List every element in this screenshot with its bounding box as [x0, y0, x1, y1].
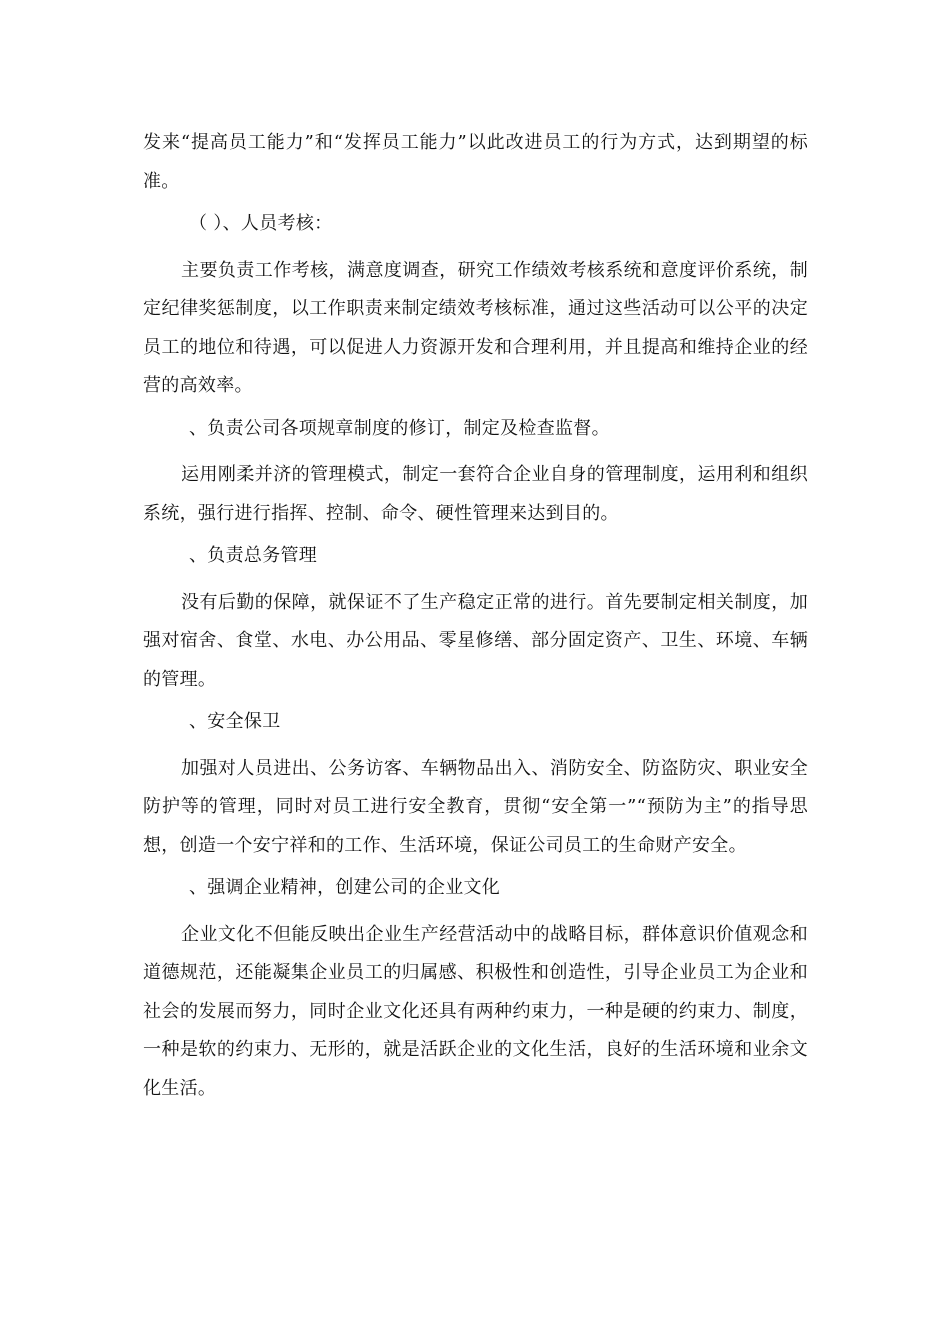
- heading-corporate-culture: 、强调企业精神，创建公司的企业文化: [189, 877, 501, 898]
- paragraph-security: 加强对人员进出、公务访客、车辆物品出入、消防安全、防盗防灾、职业安全防护等的管理，同时对员工进行安全教育，贯彻“安全第一”“预防为主”的指导思想，创造一个安宁祥和的工作、生活环境，保证公司员工的生命财产安全。: [143, 757, 808, 856]
- paragraph-corporate-culture: 企业文化不但能反映出企业生产经营活动中的战略目标，群体意识价值观念和道德规范，还能凝集企业员工的归属感、积极性和创造性，引导企业员工为企业和社会的发展而努力，同时企业文化还具有两种约束力，一种是硬的约束力、制度，一种是软的约束力、无形的，就是活跃企业的文化生活，良好的生活环境和业余文化生活。: [143, 923, 808, 1099]
- paragraph-continuation: 发来“提高员工能力”和“发挥员工能力”以此改进员工的行为方式，达到期望的标准。: [143, 132, 808, 192]
- document-body: [143, 124, 808, 1112]
- heading-security: 、安全保卫: [189, 711, 281, 732]
- paragraph-logistics: 没有后勤的保障，就保证不了生产稳定正常的进行。首先要制定相关制度，加强对宿舍、食堂、水电、办公用品、零星修缮、部分固定资产、卫生、环境、车辆的管理。: [143, 591, 808, 690]
- paragraph-management-mode: 运用刚柔并济的管理模式，制定一套符合企业自身的管理制度，运用利和组织系统，强行进行指挥、控制、命令、硬性管理来达到目的。: [143, 464, 808, 524]
- heading-regulations: 、负责公司各项规章制度的修订，制定及检查监督。: [189, 417, 610, 439]
- heading-general-affairs: 、负责总务管理: [189, 545, 318, 566]
- paragraph-assessment-duties: 主要负责工作考核，满意度调查，研究工作绩效考核系统和意度评价系统，制定纪律奖惩制度，以工作职责来制定绩效考核标准，通过这些活动可以公平的决定员工的地位和待遇，可以促进人力资源开发和合理利用，并且提高和维持企业的经营的高效率。: [143, 259, 808, 396]
- heading-personnel-assessment: （ ）、人员考核：: [189, 213, 333, 234]
